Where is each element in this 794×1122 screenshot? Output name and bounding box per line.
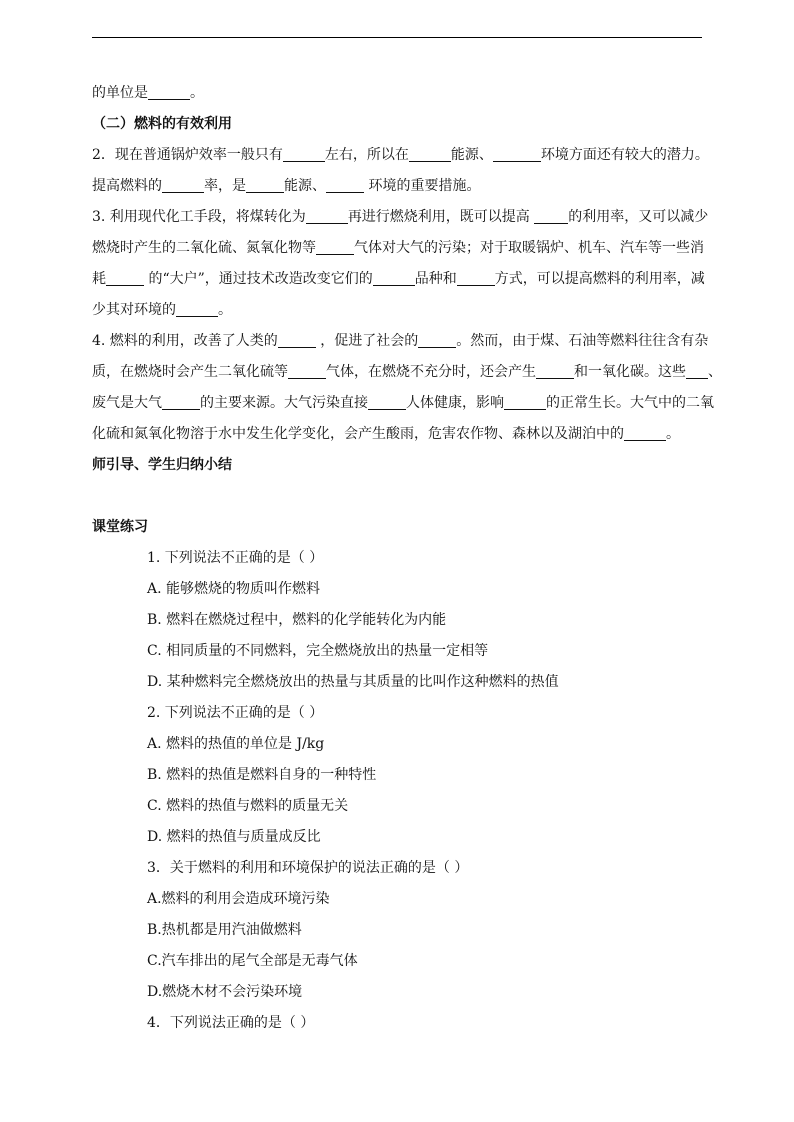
practice-heading: 课堂练习 (92, 519, 148, 535)
blank[interactable] (148, 85, 190, 100)
spacer (92, 481, 704, 512)
q3-option-a[interactable]: A.燃料的利用会造成环境污染 (147, 891, 330, 907)
q3-option-c[interactable]: C.汽车排出的尾气全部是无毒气体 (147, 953, 358, 969)
text-line: 2．现在普通锅炉效率一般只有 左右，所以在 能源、 环境方面还有较大的潜力。 (92, 147, 709, 163)
text-line: 燃烧时产生的二氧化硫、氮氧化物等 气体对大气的污染；对于取暖锅炉、机车、汽车等一些消 (92, 240, 704, 256)
blank[interactable] (162, 395, 200, 410)
text-line: 质，在燃烧时会产生二氧化硫等 气体，在燃烧不充分时，还会产生 和一氧化碳。这些 、 (92, 364, 722, 380)
question-4: 4．下列说法正确的是（ ） (147, 1015, 315, 1031)
section-heading: （二）燃料的有效利用 (92, 116, 232, 132)
blank[interactable] (686, 364, 708, 379)
q2-option-b[interactable]: B. 燃料的热值是燃料自身的一种特性 (147, 767, 377, 783)
q3-option-b[interactable]: B.热机都是用汽油做燃料 (147, 922, 302, 938)
text-line: 3. 利用现代化工手段，将煤转化为 再进行燃烧利用，既可以提高 的利用率，又可以减少 (92, 209, 709, 225)
text-line: 耗 的“大户”，通过技术改造改变它们的 品种和 方式，可以提高燃料的利用率，减 (92, 271, 705, 287)
blank[interactable] (283, 147, 325, 162)
q1-option-a[interactable]: A. 能够燃烧的物质叫作燃料 (147, 581, 321, 597)
summary-heading: 师引导、学生归纳小结 (92, 457, 232, 473)
text-line: 少其对环境的 。 (92, 302, 232, 318)
q1-option-c[interactable]: C. 相同质量的不同燃料，完全燃烧放出的热量一定相等 (147, 643, 489, 659)
blank[interactable] (534, 209, 568, 224)
q2-option-d[interactable]: D. 燃料的热值与质量成反比 (147, 829, 321, 845)
blank[interactable] (457, 271, 495, 286)
q1-option-b[interactable]: B. 燃料在燃烧过程中，燃料的化学能转化为内能 (147, 612, 447, 628)
text-line: 的单位是 。 (92, 85, 204, 101)
document-body (92, 78, 722, 1039)
blank[interactable] (306, 209, 348, 224)
blank[interactable] (106, 271, 144, 286)
blank[interactable] (624, 426, 666, 441)
blank[interactable] (326, 178, 364, 193)
question-1: 1. 下列说法不正确的是（ ） (147, 550, 324, 566)
q3-option-d[interactable]: D.燃烧木材不会污染环境 (147, 984, 303, 1000)
header-rule (92, 37, 702, 38)
blank[interactable] (418, 333, 456, 348)
q2-option-c[interactable]: C. 燃料的热值与燃料的质量无关 (147, 798, 349, 814)
q2-option-a[interactable]: A. 燃料的热值的单位是 J/kg (147, 736, 325, 752)
blank[interactable] (162, 178, 204, 193)
text-line: 化硫和氮氧化物溶于水中发生化学变化，会产生酸雨，危害农作物、森林以及湖泊中的 。 (92, 426, 680, 442)
blank[interactable] (368, 395, 406, 410)
blank[interactable] (504, 395, 546, 410)
blank[interactable] (373, 271, 415, 286)
question-3: 3．关于燃料的利用和环境保护的说法正确的是（ ） (147, 860, 469, 876)
blank[interactable] (493, 147, 541, 162)
text-line: 4. 燃料的利用，改善了人类的 ，促进了社会的 。然而，由于煤、石油等燃料往往含有杂 (92, 333, 709, 349)
blank[interactable] (246, 178, 284, 193)
text-line: 废气是大气 的主要来源。大气污染直接 人体健康，影响 的正常生长。大气中的二氧 (92, 395, 714, 411)
text-line: 提高燃料的 率，是 能源、 环境的重要措施。 (92, 178, 481, 194)
blank[interactable] (288, 364, 326, 379)
blank[interactable] (316, 240, 354, 255)
blank[interactable] (278, 333, 316, 348)
question-2: 2. 下列说法不正确的是（ ） (147, 705, 324, 721)
blank[interactable] (176, 302, 218, 317)
blank[interactable] (536, 364, 574, 379)
blank[interactable] (409, 147, 451, 162)
q1-option-d[interactable]: D. 某种燃料完全燃烧放出的热量与其质量的比叫作这种燃料的热值 (147, 674, 559, 690)
